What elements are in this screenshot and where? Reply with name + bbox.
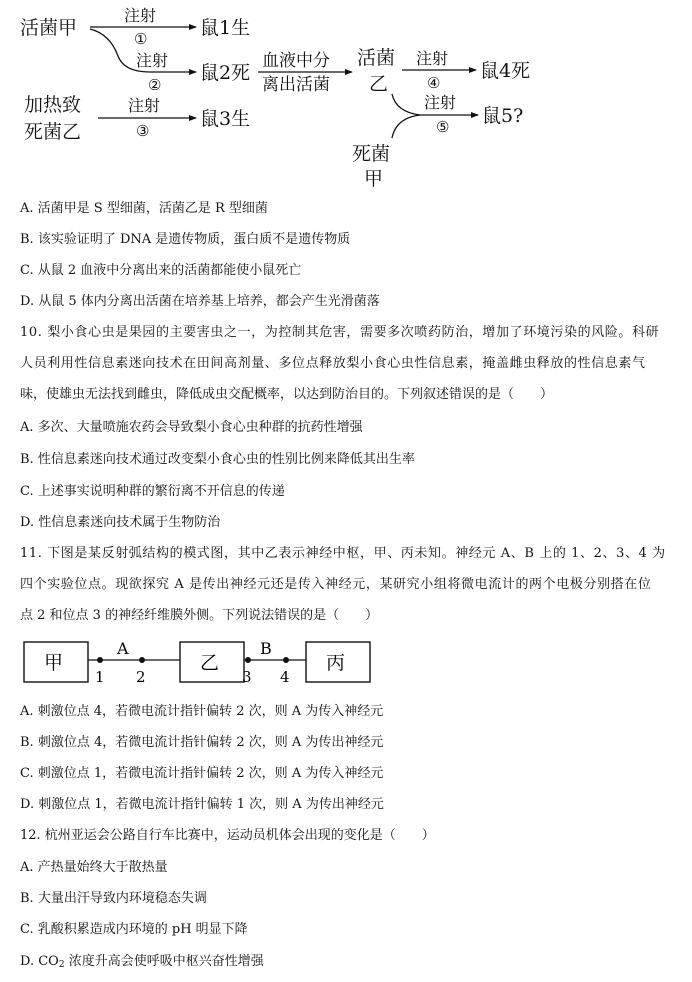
q10-stem-line-2: 人员利用性信息素迷向技术在田间高剂量、多位点释放梨小食心虫性信息素，掩盖雌虫释放的性信息素气 [20, 356, 646, 371]
q10-option-c: C. 上述事实说明种群的繁衍离不开信息的传递 [20, 484, 285, 499]
point-1-label: 1 [95, 668, 105, 686]
live-bacteria-a-label: 活菌甲 [20, 17, 78, 39]
step-2-label: ② [148, 76, 162, 94]
heat-killed-b-top: 加热致 [24, 94, 82, 116]
inject-label-2: 注射 [136, 51, 169, 70]
point-1 [97, 657, 103, 663]
q11-option-c: C. 刺激位点 1，若微电流计指针偏转 2 次，则 A 为传入神经元 [20, 766, 384, 781]
point-3-label: 3 [242, 668, 252, 686]
griffith-experiment-diagram [0, 0, 692, 204]
q11-option-d: D. 刺激位点 1，若微电流计指针偏转 1 次，则 A 为传出神经元 [20, 797, 384, 812]
dead-bacteria-a-bottom: 甲 [364, 168, 384, 190]
q12-option-d-subscript: 2 [58, 960, 65, 970]
q12-option-d-prefix: D. CO [20, 954, 59, 969]
step-3-label: ③ [136, 122, 150, 140]
inject-label-1: 注射 [124, 6, 157, 25]
point-4-label: 4 [280, 668, 290, 686]
q11-stem-line-2: 四个实验位点。现欲探究 A 是传出神经元还是传入神经元，某研究小组将微电流计的两个电极分别搭在位 [20, 577, 652, 592]
q12-option-b: B. 大量出汗导致内环境稳态失调 [20, 891, 207, 906]
q11-option-b: B. 刺激位点 4，若微电流计指针偏转 2 次，则 A 为传出神经元 [20, 735, 384, 750]
q11-stem-line-3: 点 2 和位点 3 的神经纤维膜外侧。下列说法错误的是（ ） [20, 608, 379, 623]
step-4-label: ④ [427, 74, 441, 92]
live-bacteria-b-bottom: 乙 [369, 73, 389, 95]
box-yi-label: 乙 [200, 652, 220, 674]
q11-option-a: A. 刺激位点 4，若微电流计指针偏转 2 次，则 A 为传入神经元 [20, 704, 384, 719]
q9-option-a: A. 活菌甲是 S 型细菌，活菌乙是 R 型细菌 [20, 201, 268, 216]
q10-stem-line-3: 味，使雄虫无法找到雌虫，降低成虫交配概率，以达到防治目的。下列叙述错误的是（ ） [20, 387, 554, 402]
neuron-b-label: B [260, 639, 272, 658]
step-5-label: ⑤ [436, 118, 450, 136]
q12-option-d-rest: 浓度升高会使呼吸中枢兴奋性增强 [64, 954, 264, 969]
q10-stem-line-1: 10. 梨小食心虫是果园的主要害虫之一，为控制其危害，需要多次喷药防治，增加了环境污染的风险。科研 [20, 325, 660, 340]
blood-separation-top: 血液中分 [262, 51, 330, 71]
point-3 [245, 657, 251, 663]
mouse-5-result: 鼠5? [482, 105, 524, 127]
step-1-label: ① [134, 30, 148, 48]
inject-label-4: 注射 [416, 49, 449, 68]
mouse-4-result: 鼠4死 [480, 60, 531, 82]
q9-option-c: C. 从鼠 2 血液中分离出来的活菌都能使小鼠死亡 [20, 263, 302, 278]
arrow-5-branch [392, 115, 420, 138]
q10-option-d: D. 性信息素迷向技术属于生物防治 [20, 515, 221, 530]
heat-killed-b-bottom: 死菌乙 [24, 121, 82, 143]
dead-bacteria-a-top: 死菌 [352, 143, 391, 165]
q11-stem-line-1: 11. 下图是某反射弧结构的模式图，其中乙表示神经中枢，甲、丙未知。神经元 A、B 上的 1、2、3、4 为 [20, 546, 666, 561]
inject-label-3: 注射 [128, 96, 161, 115]
mouse-2-result: 鼠2死 [200, 62, 251, 84]
q9-option-b: B. 该实验证明了 DNA 是遗传物质，蛋白质不是遗传物质 [20, 232, 351, 247]
box-jia-label: 甲 [44, 652, 64, 674]
box-bing-label: 丙 [326, 652, 346, 674]
neuron-a-label: A [117, 639, 129, 658]
point-4 [283, 657, 289, 663]
mouse-1-result: 鼠1生 [200, 17, 251, 39]
q12-option-c: C. 乳酸积累造成内环境的 pH 明显下降 [20, 922, 248, 937]
q12-option-d [20, 954, 264, 973]
point-2-label: 2 [136, 668, 146, 686]
blood-separation-bottom: 离出活菌 [262, 75, 330, 95]
q9-option-d: D. 从鼠 5 体内分离出活菌在培养基上培养，都会产生光滑菌落 [20, 294, 380, 309]
point-2 [139, 657, 145, 663]
live-bacteria-b-top: 活菌 [357, 47, 396, 69]
q12-option-a: A. 产热量始终大于散热量 [20, 860, 168, 875]
mouse-3-result: 鼠3生 [200, 108, 251, 130]
q12-stem: 12. 杭州亚运会公路自行车比赛中，运动员机体会出现的变化是（ ） [20, 828, 435, 843]
q10-option-a: A. 多次、大量喷施农药会导致梨小食心虫种群的抗药性增强 [20, 420, 363, 435]
q10-option-b: B. 性信息素迷向技术通过改变梨小食心虫的性别比例来降低其出生率 [20, 452, 415, 467]
inject-label-5: 注射 [424, 93, 457, 112]
reflex-arc-diagram [18, 638, 378, 694]
